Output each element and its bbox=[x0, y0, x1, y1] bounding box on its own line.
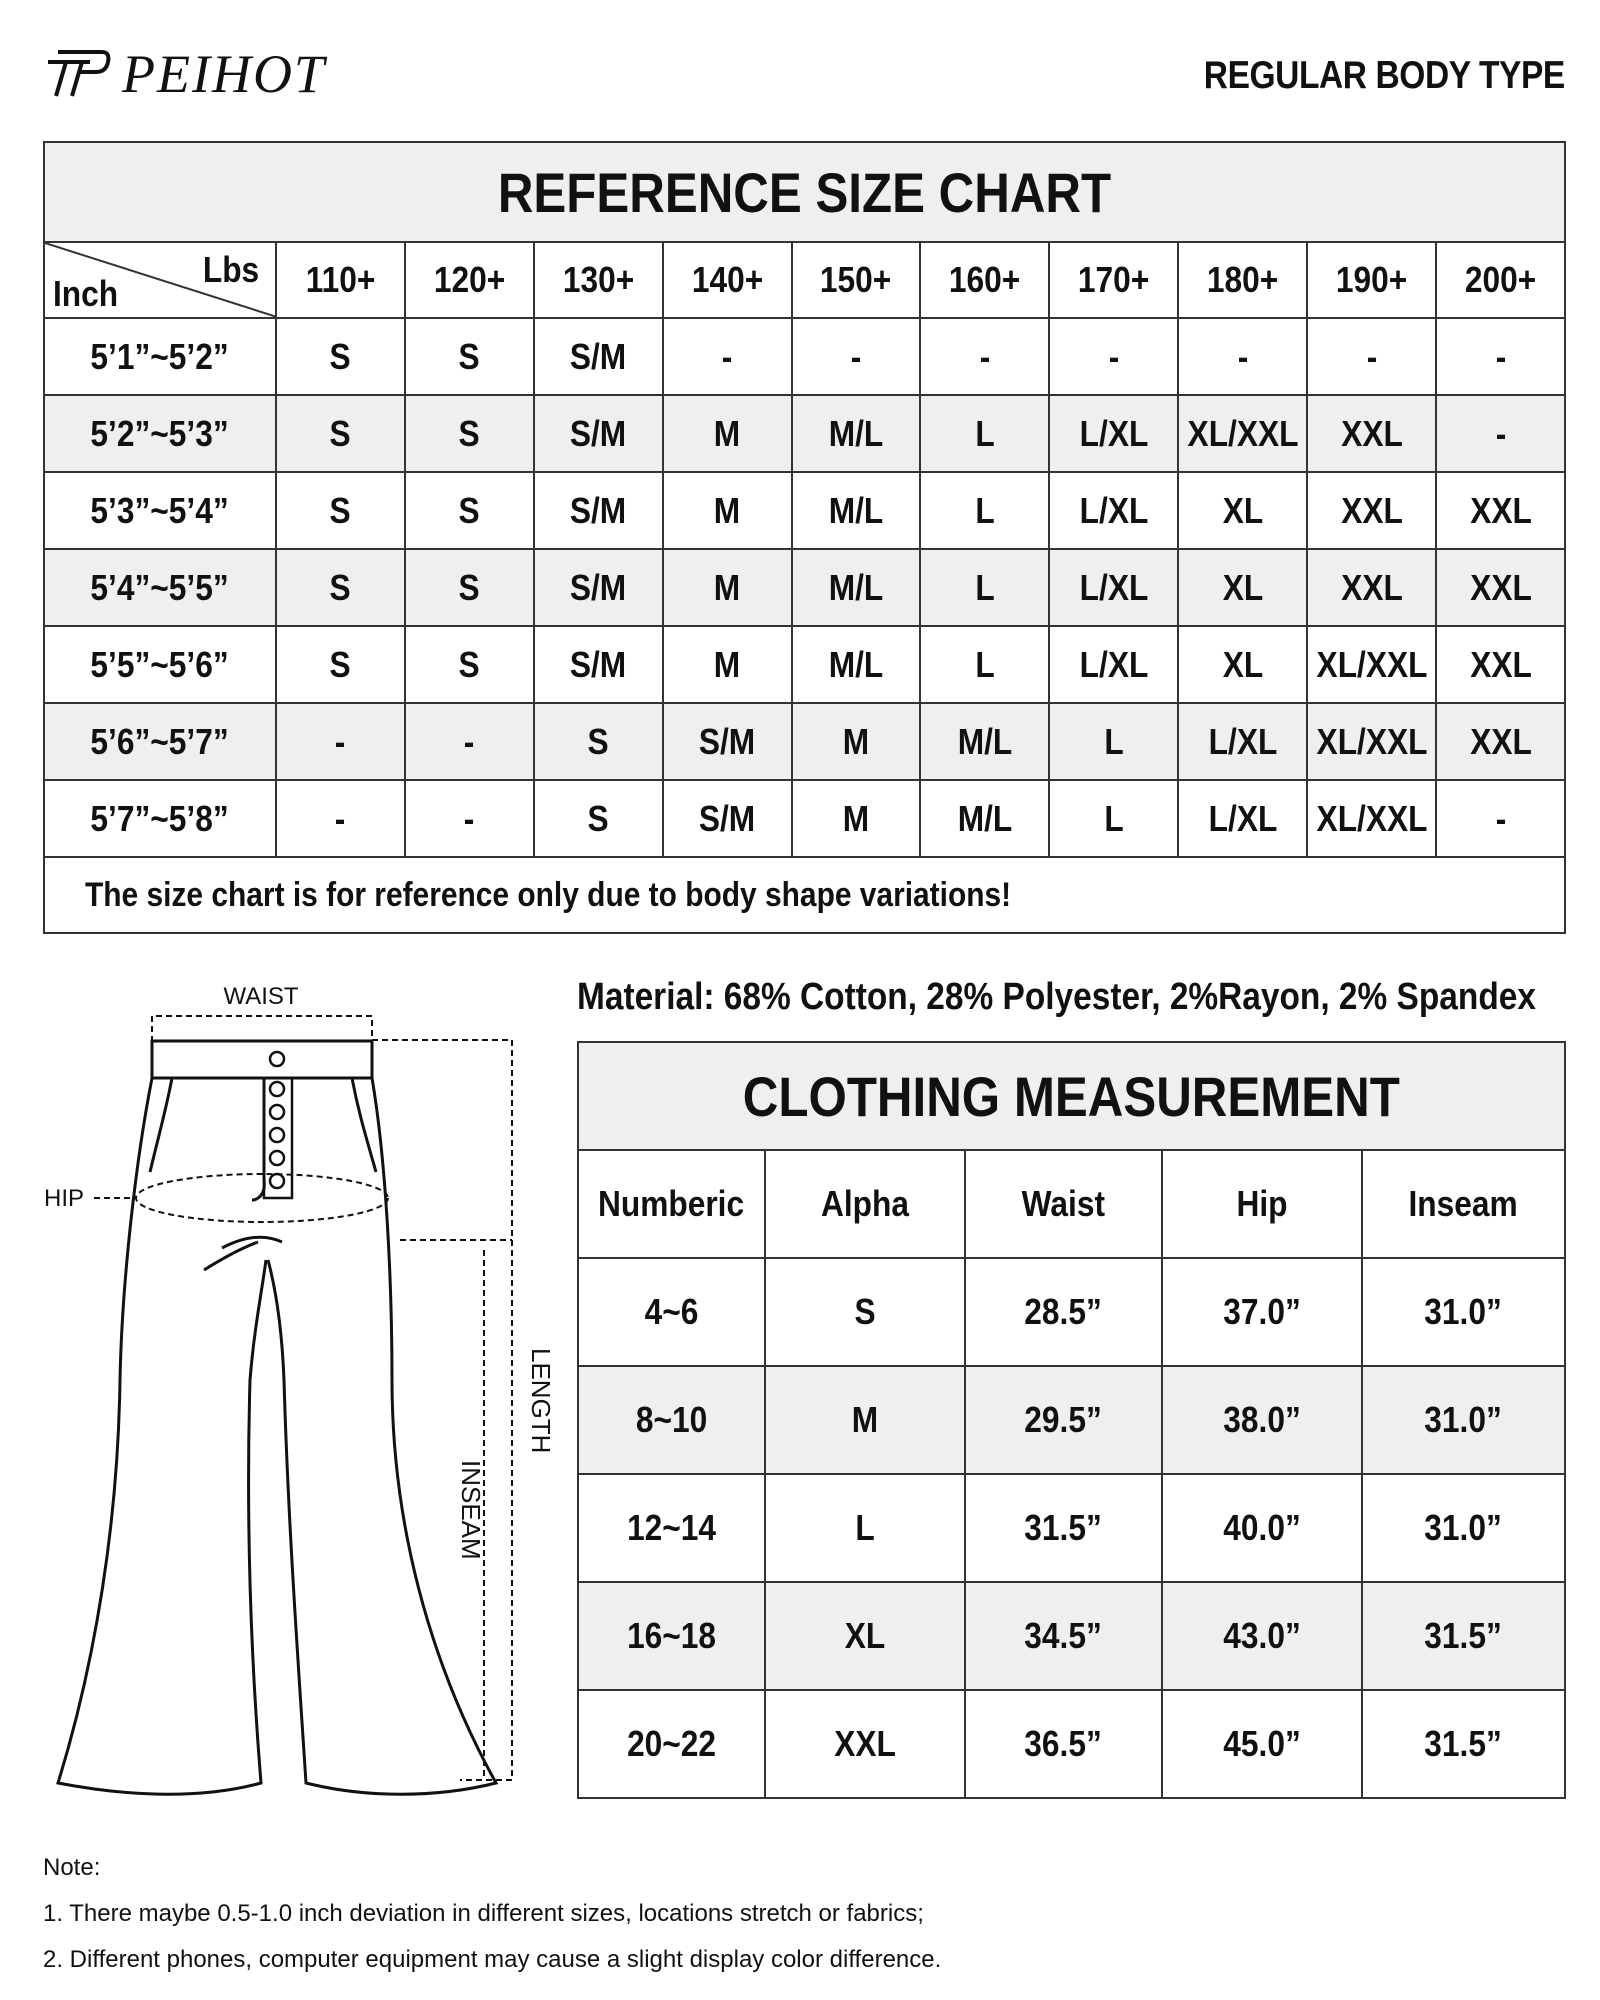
size-cell: M/L bbox=[920, 780, 1049, 857]
size-cell: - bbox=[405, 703, 534, 780]
table-cell: 45.0” bbox=[1162, 1690, 1362, 1798]
table-cell: L bbox=[765, 1474, 965, 1582]
table-row bbox=[44, 318, 1565, 395]
footnote-cell bbox=[44, 857, 1565, 933]
size-cell: - bbox=[663, 318, 792, 395]
table-row bbox=[578, 1366, 1565, 1474]
size-cell: M bbox=[663, 549, 792, 626]
weight-header: 130+ bbox=[534, 242, 663, 318]
note-item: 1. There maybe 0.5-1.0 inch deviation in different sizes, locations stretch or fabrics; bbox=[43, 1900, 924, 1927]
size-cell: XL bbox=[1178, 626, 1307, 703]
button-icon bbox=[270, 1082, 284, 1096]
size-cell: - bbox=[276, 703, 405, 780]
height-cell: 5’5”~5’6” bbox=[44, 626, 276, 703]
size-cell: S/M bbox=[534, 395, 663, 472]
table-cell: 12~14 bbox=[578, 1474, 765, 1582]
size-cell: S bbox=[534, 780, 663, 857]
table-cell: 8~10 bbox=[578, 1366, 765, 1474]
weight-header-row bbox=[44, 242, 1565, 318]
table-row bbox=[44, 626, 1565, 703]
size-cell: M/L bbox=[920, 703, 1049, 780]
table-cell: 31.0” bbox=[1362, 1258, 1565, 1366]
button-icon bbox=[270, 1052, 284, 1066]
button-row bbox=[264, 1052, 292, 1198]
reference-chart-title-cell bbox=[44, 142, 1565, 242]
clothing-measurement-table bbox=[577, 1041, 1566, 1799]
size-cell: L/XL bbox=[1178, 703, 1307, 780]
button-icon bbox=[270, 1128, 284, 1142]
size-cell: - bbox=[1307, 318, 1436, 395]
table-cell: 34.5” bbox=[965, 1582, 1162, 1690]
weight-header: 140+ bbox=[663, 242, 792, 318]
size-cell: S bbox=[405, 549, 534, 626]
column-header: Waist bbox=[965, 1150, 1162, 1258]
table-cell: 29.5” bbox=[965, 1366, 1162, 1474]
size-cell: XL bbox=[1178, 549, 1307, 626]
size-cell: - bbox=[1436, 780, 1565, 857]
table-cell: 31.5” bbox=[1362, 1582, 1565, 1690]
material-composition: Material: 68% Cotton, 28% Polyester, 2%Rayon, 2% Spandex bbox=[577, 976, 1536, 1018]
table-cell: M bbox=[765, 1366, 965, 1474]
body-type-label: REGULAR BODY TYPE bbox=[1203, 54, 1565, 97]
table-cell: 31.5” bbox=[1362, 1690, 1565, 1798]
table-row bbox=[44, 703, 1565, 780]
lbs-label: Lbs bbox=[202, 249, 260, 290]
size-cell: XXL bbox=[1436, 703, 1565, 780]
reference-chart-title: REFERENCE SIZE CHART bbox=[497, 160, 1112, 224]
notes-heading: Note: bbox=[43, 1854, 101, 1881]
inch-label: Inch bbox=[53, 273, 119, 314]
notes-section bbox=[43, 1845, 941, 1983]
weight-header: 110+ bbox=[276, 242, 405, 318]
size-cell: - bbox=[920, 318, 1049, 395]
corner-cell bbox=[44, 242, 276, 318]
table-row bbox=[578, 1474, 1565, 1582]
size-cell: - bbox=[405, 780, 534, 857]
right-pocket bbox=[352, 1078, 376, 1172]
table-cell: 4~6 bbox=[578, 1258, 765, 1366]
size-cell: M/L bbox=[792, 395, 921, 472]
footnote-row bbox=[44, 857, 1565, 933]
table-row bbox=[578, 1582, 1565, 1690]
size-cell: L bbox=[1049, 703, 1178, 780]
right-leg-outline bbox=[268, 1078, 496, 1794]
waistband-outline bbox=[152, 1041, 372, 1078]
table-cell: 31.0” bbox=[1362, 1474, 1565, 1582]
size-cell: XL/XXL bbox=[1307, 780, 1436, 857]
size-cell: S bbox=[276, 318, 405, 395]
table-cell: S bbox=[765, 1258, 965, 1366]
size-cell: - bbox=[1436, 318, 1565, 395]
weight-header: 150+ bbox=[792, 242, 921, 318]
size-cell: L/XL bbox=[1049, 549, 1178, 626]
height-cell: 5’6”~5’7” bbox=[44, 703, 276, 780]
size-cell: L/XL bbox=[1178, 780, 1307, 857]
height-cell: 5’7”~5’8” bbox=[44, 780, 276, 857]
length-label: LENGTH bbox=[526, 1348, 556, 1454]
fly-outline bbox=[252, 1078, 264, 1200]
table-cell: XXL bbox=[765, 1690, 965, 1798]
table-cell: 40.0” bbox=[1162, 1474, 1362, 1582]
size-cell: S bbox=[405, 472, 534, 549]
size-cell: XL bbox=[1178, 472, 1307, 549]
size-cell: S bbox=[405, 318, 534, 395]
table-row bbox=[578, 1690, 1565, 1798]
button-icon bbox=[270, 1105, 284, 1119]
size-cell: L/XL bbox=[1049, 626, 1178, 703]
size-cell: L/XL bbox=[1049, 395, 1178, 472]
size-cell: - bbox=[276, 780, 405, 857]
table-cell: 16~18 bbox=[578, 1582, 765, 1690]
size-cell: S bbox=[405, 395, 534, 472]
brand-mark-icon bbox=[48, 52, 108, 96]
crotch-curve bbox=[222, 1237, 282, 1248]
size-cell: - bbox=[792, 318, 921, 395]
size-cell: S bbox=[276, 472, 405, 549]
size-cell: S bbox=[276, 626, 405, 703]
size-cell: S/M bbox=[534, 318, 663, 395]
size-cell: XL/XXL bbox=[1307, 626, 1436, 703]
size-cell: XXL bbox=[1436, 626, 1565, 703]
weight-header: 170+ bbox=[1049, 242, 1178, 318]
crotch-left bbox=[204, 1242, 258, 1270]
size-cell: M bbox=[792, 703, 921, 780]
measurement-header-row bbox=[578, 1150, 1565, 1258]
brand-name: PEIHOT bbox=[122, 44, 326, 104]
reference-size-chart bbox=[43, 141, 1566, 934]
table-cell: 37.0” bbox=[1162, 1258, 1362, 1366]
size-cell: L bbox=[920, 626, 1049, 703]
table-cell: XL bbox=[765, 1582, 965, 1690]
size-cell: S bbox=[534, 703, 663, 780]
table-cell: 28.5” bbox=[965, 1258, 1162, 1366]
hip-label: HIP bbox=[44, 1185, 85, 1212]
left-pocket bbox=[150, 1078, 172, 1172]
size-cell: S/M bbox=[534, 549, 663, 626]
size-cell: S/M bbox=[534, 626, 663, 703]
height-cell: 5’4”~5’5” bbox=[44, 549, 276, 626]
weight-header: 160+ bbox=[920, 242, 1049, 318]
size-cell: - bbox=[1178, 318, 1307, 395]
table-cell: 20~22 bbox=[578, 1690, 765, 1798]
measurement-title-cell bbox=[578, 1042, 1565, 1150]
column-header: Numberic bbox=[578, 1150, 765, 1258]
measurement-title: CLOTHING MEASUREMENT bbox=[743, 1064, 1401, 1128]
reference-footnote: The size chart is for reference only due to body shape variations! bbox=[85, 875, 1012, 914]
size-cell: XXL bbox=[1436, 549, 1565, 626]
size-cell: M bbox=[663, 395, 792, 472]
size-cell: M bbox=[663, 472, 792, 549]
table-cell: 38.0” bbox=[1162, 1366, 1362, 1474]
table-row bbox=[578, 1258, 1565, 1366]
height-cell: 5’2”~5’3” bbox=[44, 395, 276, 472]
table-row bbox=[44, 395, 1565, 472]
size-cell: XL/XXL bbox=[1307, 703, 1436, 780]
size-cell: M/L bbox=[792, 626, 921, 703]
table-row bbox=[44, 549, 1565, 626]
size-cell: XXL bbox=[1307, 472, 1436, 549]
pants-diagram bbox=[36, 960, 556, 1810]
size-cell: M bbox=[663, 626, 792, 703]
weight-header: 120+ bbox=[405, 242, 534, 318]
waist-label: WAIST bbox=[223, 983, 299, 1010]
size-cell: M/L bbox=[792, 549, 921, 626]
inseam-label: INSEAM bbox=[456, 1460, 486, 1560]
waist-guide bbox=[152, 1016, 372, 1042]
brand-logo bbox=[44, 40, 404, 110]
column-header: Alpha bbox=[765, 1150, 965, 1258]
size-cell: S/M bbox=[663, 780, 792, 857]
hip-guide bbox=[136, 1174, 388, 1222]
column-header: Hip bbox=[1162, 1150, 1362, 1258]
size-cell: M bbox=[792, 780, 921, 857]
weight-header: 200+ bbox=[1436, 242, 1565, 318]
size-cell: - bbox=[1049, 318, 1178, 395]
size-cell: L/XL bbox=[1049, 472, 1178, 549]
size-cell: L bbox=[920, 472, 1049, 549]
left-leg-outline bbox=[58, 1078, 266, 1794]
size-cell: XXL bbox=[1307, 549, 1436, 626]
table-cell: 31.0” bbox=[1362, 1366, 1565, 1474]
table-cell: 31.5” bbox=[965, 1474, 1162, 1582]
size-cell: S bbox=[276, 549, 405, 626]
size-cell: S/M bbox=[663, 703, 792, 780]
size-cell: L bbox=[1049, 780, 1178, 857]
size-cell: XXL bbox=[1436, 472, 1565, 549]
column-header: Inseam bbox=[1362, 1150, 1565, 1258]
table-cell: 43.0” bbox=[1162, 1582, 1362, 1690]
size-cell: XL/XXL bbox=[1178, 395, 1307, 472]
size-cell: L bbox=[920, 549, 1049, 626]
size-cell: L bbox=[920, 395, 1049, 472]
table-row bbox=[44, 780, 1565, 857]
note-item: 2. Different phones, computer equipment may cause a slight display color difference. bbox=[43, 1946, 942, 1973]
size-cell: - bbox=[1436, 395, 1565, 472]
table-cell: 36.5” bbox=[965, 1690, 1162, 1798]
size-cell: XXL bbox=[1307, 395, 1436, 472]
weight-header: 180+ bbox=[1178, 242, 1307, 318]
size-cell: S/M bbox=[534, 472, 663, 549]
height-cell: 5’3”~5’4” bbox=[44, 472, 276, 549]
table-row bbox=[44, 472, 1565, 549]
weight-header: 190+ bbox=[1307, 242, 1436, 318]
size-cell: S bbox=[276, 395, 405, 472]
button-icon bbox=[270, 1151, 284, 1165]
size-cell: M/L bbox=[792, 472, 921, 549]
height-cell: 5’1”~5’2” bbox=[44, 318, 276, 395]
size-cell: S bbox=[405, 626, 534, 703]
button-icon bbox=[270, 1174, 284, 1188]
